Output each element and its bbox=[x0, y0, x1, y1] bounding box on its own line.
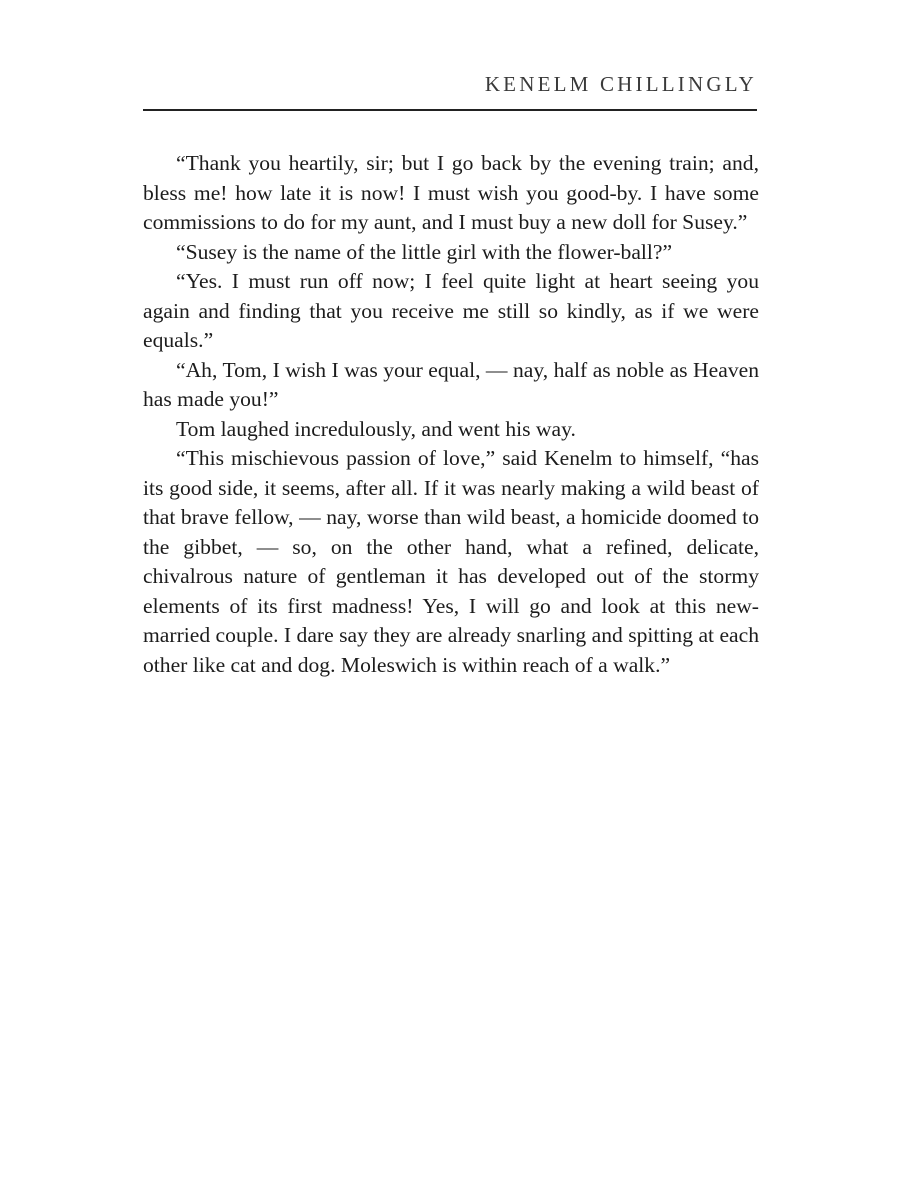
paragraph: “Thank you heartily, sir; but I go back by the evening train; and, bless me! how late it is now! I must wish you good-by. I have some commissions to do for my aunt, and I must buy a new doll for Susey.” bbox=[143, 151, 759, 234]
paragraph: “Yes. I must run off now; I feel quite light at heart seeing you again and finding that you receive me still so kindly, as if we were equals.” bbox=[143, 269, 759, 352]
body-text bbox=[143, 149, 759, 680]
paragraph: “Susey is the name of the little girl with the flower-ball?” bbox=[176, 239, 673, 264]
paragraph: Tom laughed incredulously, and went his way. bbox=[176, 416, 576, 441]
header-rule bbox=[143, 109, 757, 111]
running-head-title: KENELM CHILLINGLY bbox=[484, 72, 757, 96]
paragraph: “Ah, Tom, I wish I was your equal, — nay, half as noble as Heaven has made you!” bbox=[143, 357, 759, 411]
paragraph: “This mischievous passion of love,” said Kenelm to himself, “has its good side, it seems, after all. If it was nearly making a wild beast of that brave fellow, — nay, worse than wild beast, a homicide doomed to the gibbet, — so, on the other hand, what a refined, delicate, chivalrous nature of gentleman it has developed out of the stormy elements of its first madness! Yes, I will go and look at this new-married couple. I dare say they are already snarling and spitting at each other like cat and dog. Moleswich is within reach of a walk.” bbox=[143, 446, 759, 677]
